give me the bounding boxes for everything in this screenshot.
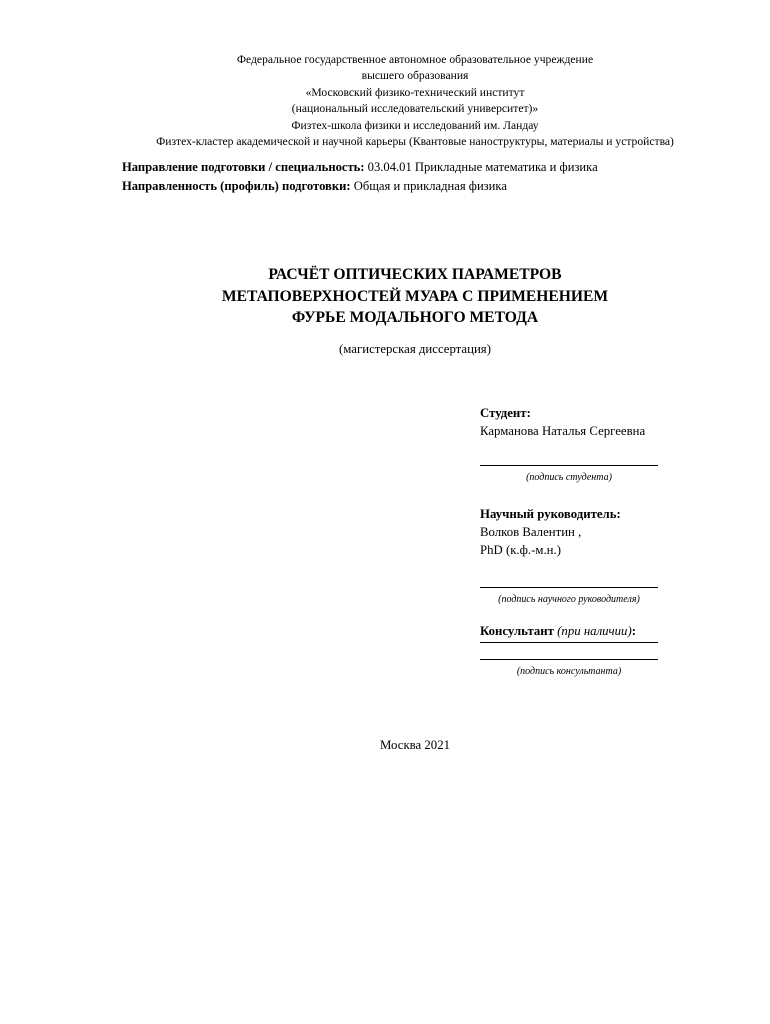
consultant-note: (при наличии) (557, 624, 632, 638)
student-name: Карманова Наталья Сергеевна (480, 424, 646, 438)
profile-label: Направленность (профиль) подготовки: (122, 178, 351, 193)
consultant-signature-caption: (подпись консультанта) (516, 666, 622, 677)
thesis-type: (магистерская диссертация) (339, 342, 491, 356)
student-signature-line (480, 465, 658, 466)
supervisor-degree: PhD (к.ф.-м.н.) (480, 543, 561, 557)
thesis-title (130, 264, 700, 329)
student-block (480, 404, 680, 484)
specialty-value: 03.04.01 Прикладные математика и физика (367, 160, 598, 174)
supervisor-block (480, 505, 680, 606)
city-year: Москва 2021 (379, 738, 451, 752)
consultant-block (480, 622, 680, 678)
specialty-row (122, 158, 598, 177)
consultant-label: Консультант (480, 624, 554, 638)
consultant-colon: : (631, 624, 636, 638)
student-label: Студент: (480, 406, 531, 420)
consultant-signature-line (480, 659, 658, 660)
supervisor-label: Научный руководитель: (480, 507, 621, 521)
title-line-2: МЕТАПОВЕРХНОСТЕЙ МУАРА С ПРИМЕНЕНИЕМ (221, 287, 609, 305)
consultant-line-1 (480, 642, 658, 643)
header-line-6: Физтех-кластер академической и научной карьеры (Квантовые наноструктуры, материалы и устройства) (156, 135, 674, 149)
header-line-5: Физтех-школа физики и исследований им. Ландау (291, 118, 539, 132)
supervisor-name: Волков Валентин , (480, 525, 582, 539)
header-line-2: высшего образования (361, 69, 469, 83)
profile-row (122, 177, 598, 196)
specialty-label: Направление подготовки / специальность: (122, 160, 365, 174)
title-line-3: ФУРЬЕ МОДАЛЬНОГО МЕТОДА (291, 309, 539, 326)
title-line-1: РАСЧЁТ ОПТИЧЕСКИХ ПАРАМЕТРОВ (268, 266, 562, 283)
header-line-4: (национальный исследовательский университет)» (291, 102, 539, 116)
institution-header (60, 52, 770, 150)
supervisor-signature-line (480, 587, 658, 588)
study-direction (122, 158, 598, 195)
supervisor-signature-caption: (подпись научного руководителя) (498, 594, 640, 605)
header-line-3: «Московский физико-технический институт (305, 85, 525, 99)
header-line-1: Федеральное государственное автономное образовательное учреждение (236, 53, 594, 66)
profile-value: Общая и прикладная физика (353, 178, 507, 193)
student-signature-caption: (подпись студента) (526, 472, 612, 483)
